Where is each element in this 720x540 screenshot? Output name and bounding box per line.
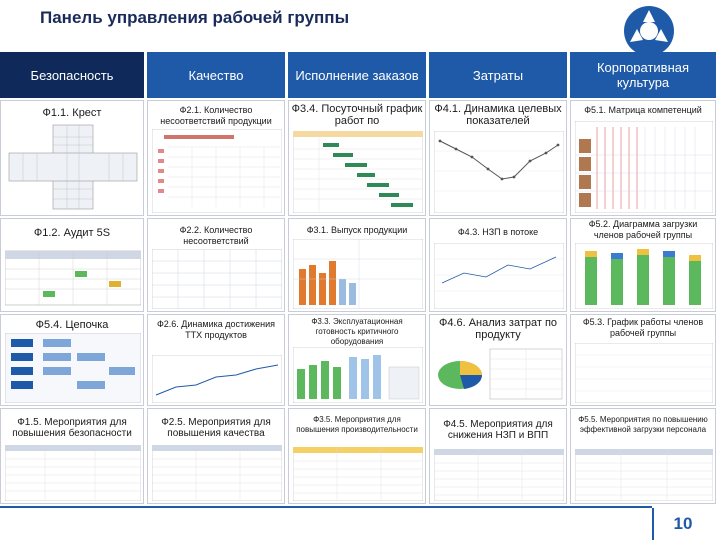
chain-diagram-thumbnail bbox=[5, 333, 139, 403]
cell-culture-actions[interactable] bbox=[570, 408, 716, 504]
caption: Ф4.5. Мероприятия для снижения НЗП и ВПП bbox=[443, 419, 553, 441]
caption: Ф3.1. Выпуск продукции bbox=[306, 225, 408, 235]
caption: Ф3.5. Мероприятия для повышения производительности bbox=[296, 415, 418, 434]
cell-culture-load[interactable] bbox=[570, 218, 716, 312]
costs-actions-table-thumbnail bbox=[434, 449, 562, 501]
header-safety[interactable]: Безопасность bbox=[0, 52, 144, 98]
audit-table-thumbnail bbox=[5, 247, 139, 309]
caption: Ф2.2. Количество несоответствий bbox=[179, 225, 253, 246]
quality-actions-table-thumbnail bbox=[152, 445, 280, 501]
load-chart-thumbnail bbox=[575, 243, 711, 309]
targets-chart-thumbnail bbox=[434, 131, 562, 213]
rosatom-logo-icon bbox=[622, 4, 676, 58]
wip-chart-thumbnail bbox=[434, 243, 562, 309]
caption: Ф5.1. Матрица компетенций bbox=[584, 105, 702, 115]
cost-analysis-thumbnail bbox=[434, 345, 562, 403]
caption: Ф5.3. График работы членов рабочей группы bbox=[582, 317, 704, 338]
caption: Ф1.5. Мероприятия для повышения безопасности bbox=[12, 417, 132, 439]
ttx-chart-thumbnail bbox=[152, 355, 280, 403]
work-schedule-thumbnail bbox=[575, 343, 711, 403]
orders-actions-table-thumbnail bbox=[293, 447, 421, 501]
cell-orders-readiness[interactable] bbox=[288, 314, 426, 406]
caption: Ф3.3. Эксплуатационная готовность критичного оборудования bbox=[311, 317, 403, 346]
caption: Ф1.1. Крест bbox=[42, 107, 102, 119]
header-orders[interactable]: Исполнение заказов bbox=[288, 52, 426, 98]
caption: Ф5.4. Цепочка bbox=[35, 319, 109, 331]
cell-orders-schedule[interactable] bbox=[288, 100, 426, 216]
actions-table-thumbnail bbox=[5, 445, 139, 501]
cross-chart-thumbnail bbox=[5, 123, 139, 211]
cell-costs-analysis[interactable] bbox=[429, 314, 567, 406]
header-quality[interactable]: Качество bbox=[147, 52, 285, 98]
cell-quality-count[interactable] bbox=[147, 218, 285, 312]
page-number: 10 bbox=[652, 508, 712, 540]
cell-orders-actions[interactable] bbox=[288, 408, 426, 504]
culture-actions-table-thumbnail bbox=[575, 449, 711, 501]
count-chart-thumbnail bbox=[152, 249, 280, 309]
cell-safety-audit[interactable] bbox=[0, 218, 144, 312]
cell-safety-cross[interactable] bbox=[0, 100, 144, 216]
caption: Ф5.5. Мероприятия по повышению эффективной загрузки персонала bbox=[578, 415, 708, 434]
cell-costs-actions[interactable] bbox=[429, 408, 567, 504]
header-costs[interactable]: Затраты bbox=[429, 52, 567, 98]
cell-safety-actions[interactable] bbox=[0, 408, 144, 504]
caption: Ф4.6. Анализ затрат по продукту bbox=[438, 317, 558, 341]
page-title: Панель управления рабочей группы bbox=[40, 8, 350, 27]
caption: Ф2.1. Количество несоответствий продукции bbox=[160, 105, 272, 126]
caption: Ф5.2. Диаграмма загрузки членов рабочей группы bbox=[588, 219, 698, 240]
cell-quality-ttx[interactable] bbox=[147, 314, 285, 406]
cell-quality-actions[interactable] bbox=[147, 408, 285, 504]
cell-culture-matrix[interactable] bbox=[570, 100, 716, 216]
cell-safety-chain[interactable] bbox=[0, 314, 144, 406]
cell-costs-targets[interactable] bbox=[429, 100, 567, 216]
footer-divider bbox=[0, 506, 652, 508]
caption: Ф2.5. Мероприятия для повышения качества bbox=[161, 417, 271, 439]
header-culture[interactable]: Корпоративная культура bbox=[570, 52, 716, 98]
cell-costs-wip[interactable] bbox=[429, 218, 567, 312]
caption: Ф4.3. НЗП в потоке bbox=[457, 227, 539, 237]
caption: Ф1.2. Аудит 5S bbox=[33, 227, 111, 239]
caption: Ф2.6. Динамика достижения ТТХ продуктов bbox=[156, 319, 276, 340]
cell-quality-nonconformity[interactable] bbox=[147, 100, 285, 216]
schedule-gantt-thumbnail bbox=[293, 131, 421, 213]
cell-orders-output[interactable] bbox=[288, 218, 426, 312]
readiness-chart-thumbnail bbox=[293, 347, 421, 403]
nonconformity-chart-thumbnail bbox=[152, 129, 280, 213]
competence-matrix-thumbnail bbox=[575, 121, 711, 213]
caption: Ф3.4. Посуточный график работ по bbox=[291, 103, 423, 127]
output-chart-thumbnail bbox=[293, 239, 421, 309]
caption: Ф4.1. Динамика целевых показателей bbox=[434, 103, 562, 127]
cell-culture-schedule[interactable] bbox=[570, 314, 716, 406]
